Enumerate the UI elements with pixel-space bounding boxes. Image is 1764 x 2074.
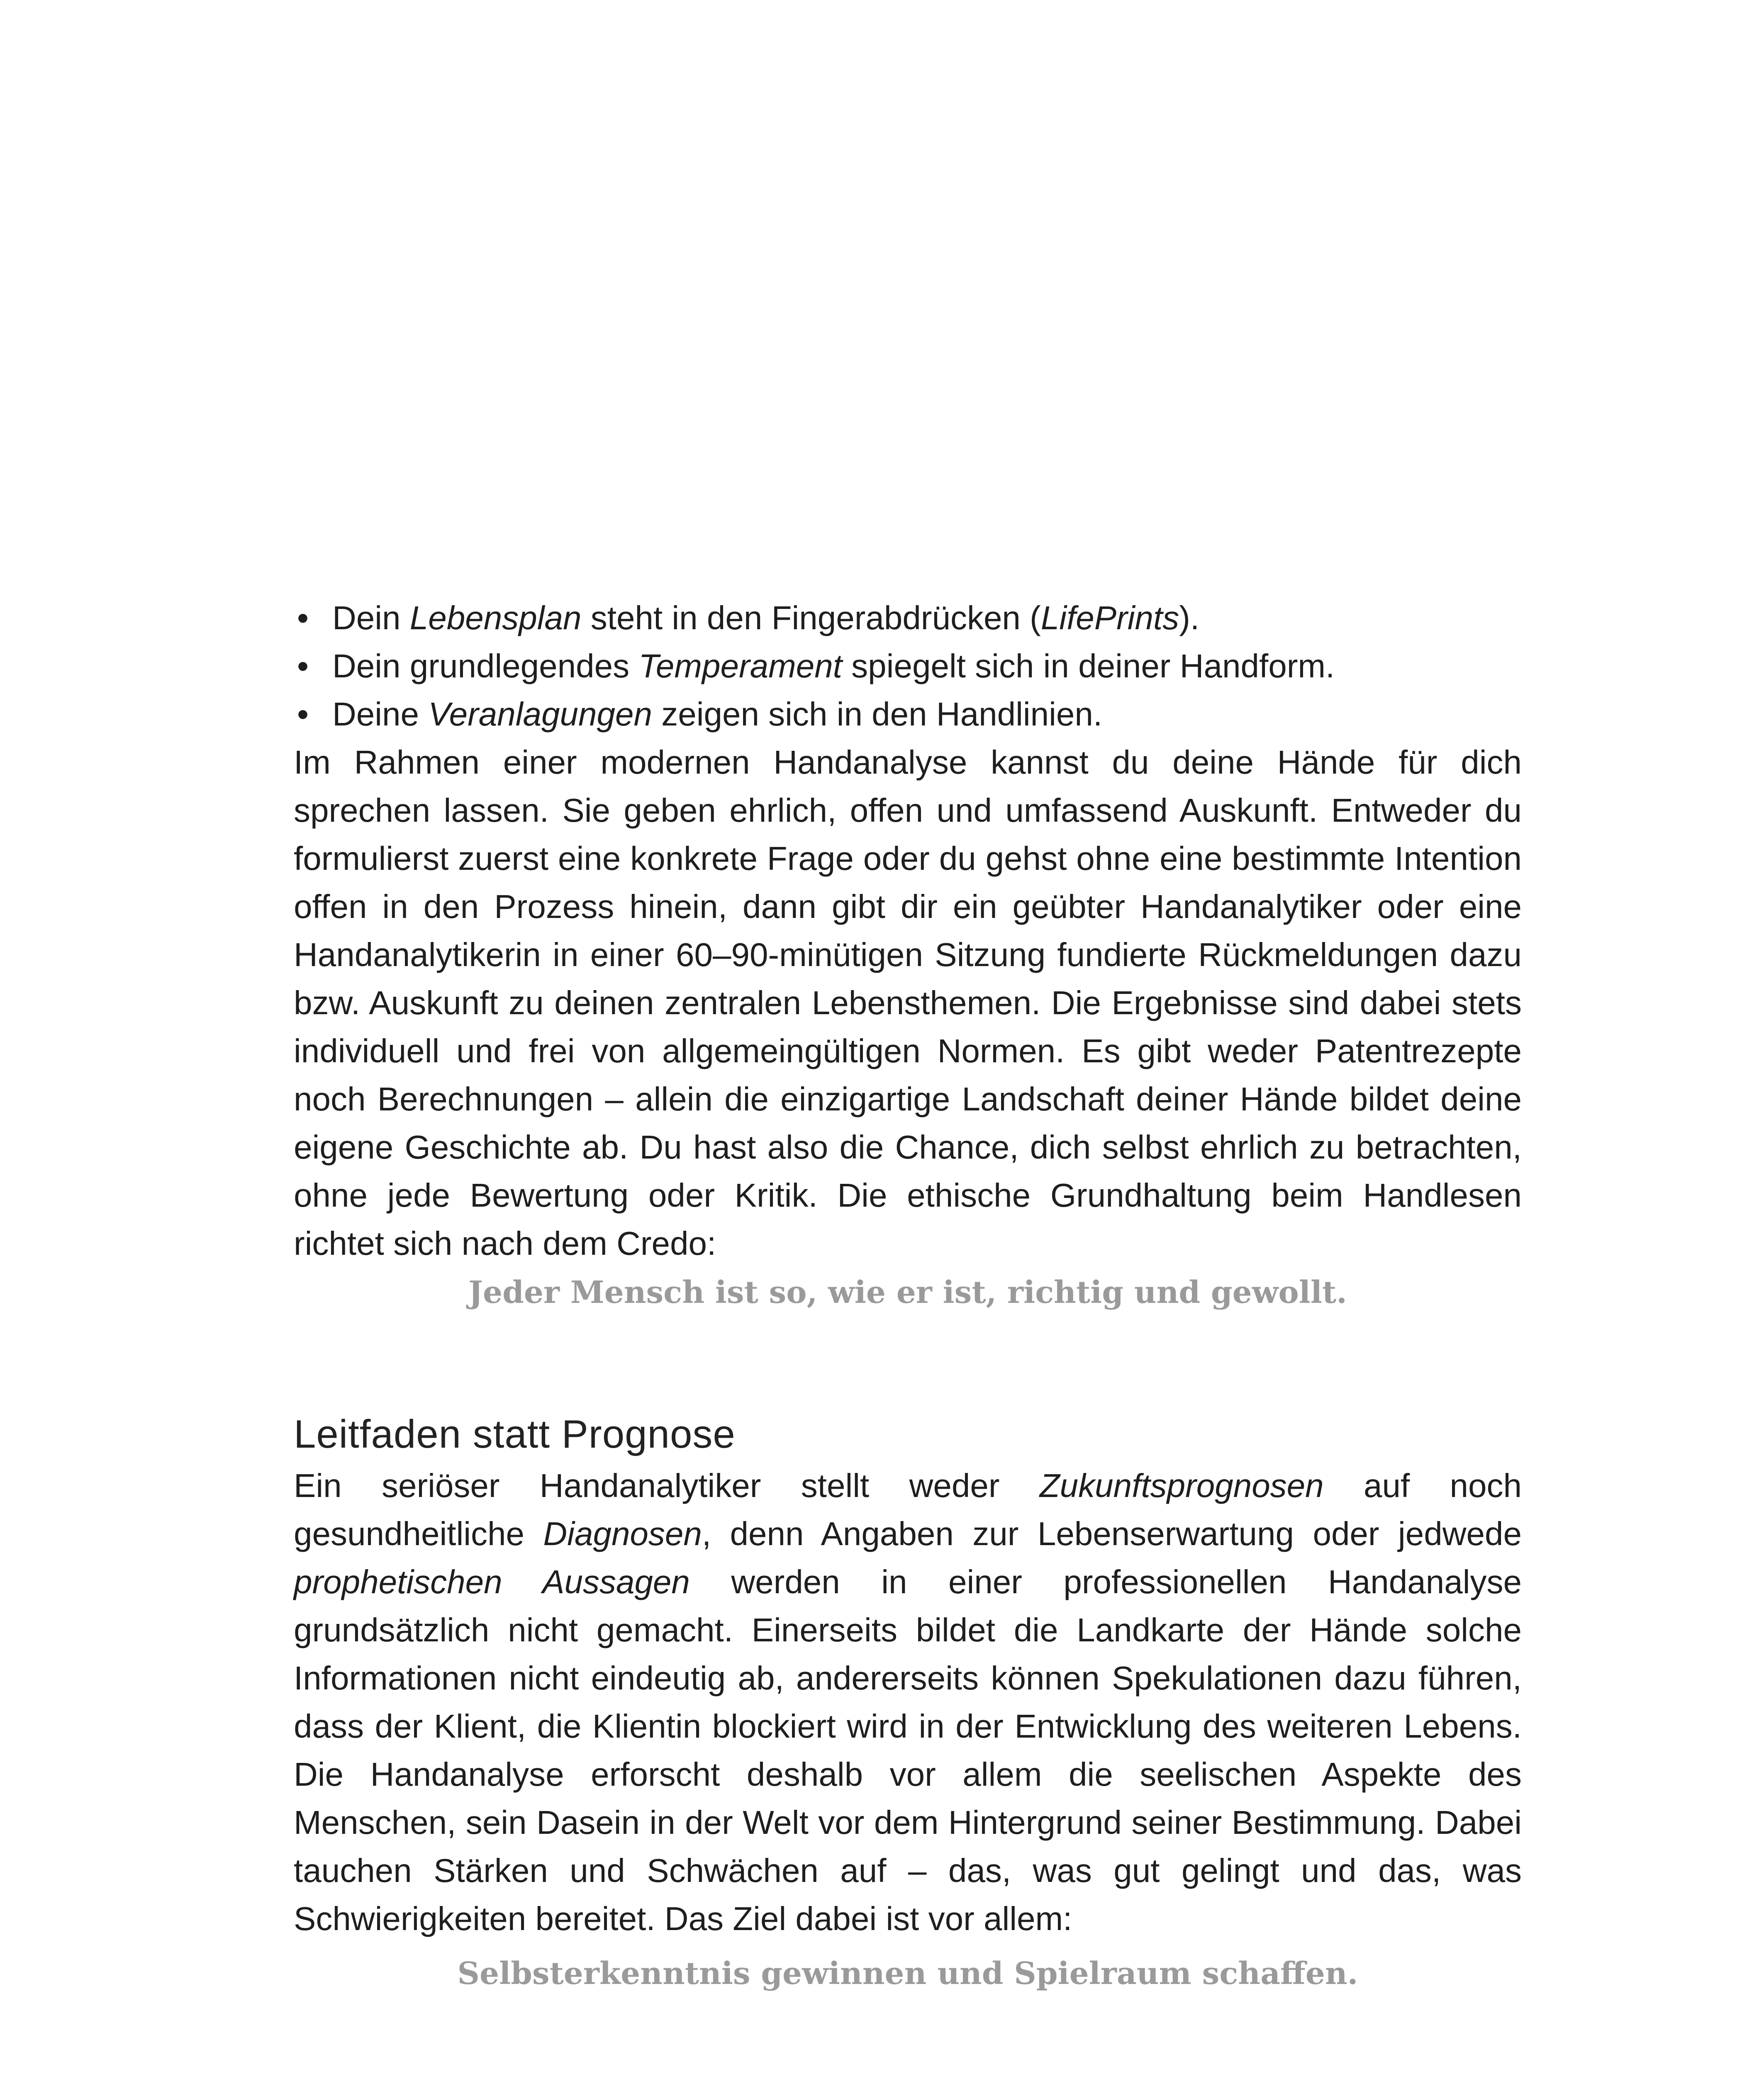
goal-quote: Selbsterkenntnis gewinnen und Spielraum schaffen. bbox=[457, 1956, 1358, 1991]
list-emphasis: Veranlagungen bbox=[428, 696, 652, 733]
paragraph-text: Ein seriöser Handanalytiker stellt weder bbox=[294, 1467, 1040, 1504]
bullet-icon: • bbox=[297, 648, 309, 684]
bullet-list bbox=[294, 594, 1522, 738]
list-item bbox=[294, 690, 1522, 738]
paragraph-text: auf noch gesundheitliche bbox=[294, 1467, 1522, 1552]
bullet-list-block bbox=[294, 594, 1522, 1268]
paragraph-emphasis: Diagnosen bbox=[543, 1515, 702, 1552]
bullet-icon: • bbox=[297, 696, 309, 733]
list-emphasis: Temperament bbox=[638, 648, 842, 684]
section-heading: Leitfaden statt Prognose bbox=[294, 1412, 736, 1456]
list-text: steht in den Fingerabdrücken ( bbox=[581, 599, 1041, 636]
list-text: Dein bbox=[332, 599, 410, 636]
list-item bbox=[294, 594, 1522, 642]
list-item bbox=[294, 642, 1522, 690]
paragraph-emphasis: prophetischen Aussagen bbox=[294, 1563, 690, 1600]
paragraph-text: werden in einer professionellen Handanalyse grundsätzlich nicht gemacht. Einerseits bildet die Landkarte der Hände solche Informationen nicht eindeutig ab, andererseits können Spekulationen dazu führen, dass der Klient, die Klientin blockiert wird in der Entwicklung des weiteren Lebens. Die Handanalyse erforscht deshalb vor allem die seelischen Aspekte des Menschen, sein Dasein in der Welt vor dem Hintergrund seiner Bestimmung. Dabei tauchen Stärken und Schwächen auf – das, was gut gelingt und das, was Schwierigkeiten bereitet. Das Ziel dabei ist vor allem: bbox=[294, 1563, 1522, 1937]
body-paragraph-2-block bbox=[294, 1462, 1522, 1943]
body-paragraph-2 bbox=[294, 1462, 1522, 1943]
credo-quote: Jeder Mensch ist so, wie er ist, richtig und gewollt. bbox=[468, 1275, 1347, 1310]
list-text: zeigen sich in den Handlinien. bbox=[652, 696, 1103, 733]
list-text: Deine bbox=[332, 696, 429, 733]
list-text: spiegelt sich in deiner Handform. bbox=[842, 648, 1335, 684]
bullet-icon: • bbox=[297, 599, 309, 636]
list-text: ). bbox=[1179, 599, 1200, 636]
list-emphasis: Lebensplan bbox=[409, 599, 582, 636]
body-paragraph-1: Im Rahmen einer modernen Handanalyse kannst du deine Hände für dich sprechen lassen. Sie geben ehrlich, offen und umfassend Auskunft. Entweder du formulierst zuerst eine konkrete Frage oder du gehst ohne eine bestimmte Intention offen in den Prozess hinein, dann gibt dir ein geübter Handanalytiker oder eine Handanalytikerin in einer 60–90-minütigen Sitzung fundierte Rückmeldungen dazu bzw. Auskunft zu deinen zentralen Lebensthemen. Die Ergebnisse sind dabei stets individuell und frei von allgemeingültigen Normen. Es gibt weder Patentrezepte noch Berechnungen – allein die einzigartige Landschaft deiner Hände bildet deine eigene Geschichte ab. Du hast also die Chance, dich selbst ehrlich zu betrachten, ohne jede Bewertung oder Kritik. Die ethische Grundhaltung beim Handlesen richtet sich nach dem Credo: bbox=[294, 744, 1522, 1262]
paragraph-emphasis: Zukunftsprognosen bbox=[1039, 1467, 1324, 1504]
list-text: Dein grundlegendes bbox=[332, 648, 639, 684]
paragraph-text: , denn Angaben zur Lebenserwartung oder jedwede bbox=[702, 1515, 1522, 1552]
list-emphasis: LifePrints bbox=[1040, 599, 1179, 636]
